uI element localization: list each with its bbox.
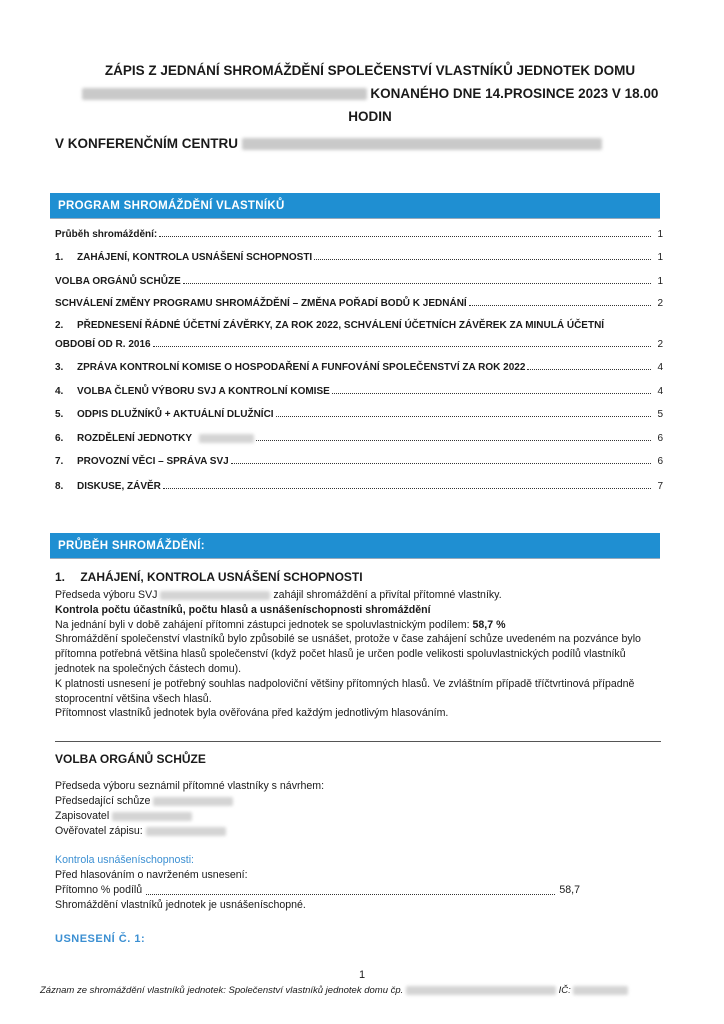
divider bbox=[55, 741, 661, 742]
redacted-name bbox=[160, 591, 270, 600]
section1-title: 1. ZAHÁJENÍ, KONTROLA USNÁŠENÍ SCHOPNOSTI bbox=[55, 570, 363, 584]
toc-item[interactable]: 6. ROZDĚLENÍ JEDNOTKY 6 bbox=[55, 433, 663, 444]
prubeh-header: PRŮBĚH SHROMÁŽDĚNÍ: bbox=[50, 533, 660, 558]
redacted-address bbox=[82, 88, 367, 100]
toc-item[interactable]: 4. VOLBA ČLENŮ VÝBORU SVJ A KONTROLNÍ KOMISE 4 bbox=[55, 386, 663, 397]
volba-title: VOLBA ORGÁNŮ SCHŮZE bbox=[55, 752, 206, 766]
toc-item[interactable]: 1. ZAHÁJENÍ, KONTROLA USNÁŠENÍ SCHOPNOSTI 1 bbox=[55, 252, 663, 263]
divider bbox=[50, 218, 660, 219]
document-title-line4: V KONFERENČNÍM CENTRU bbox=[55, 133, 655, 155]
toc-item[interactable]: VOLBA ORGÁNŮ SCHŮZE 1 bbox=[55, 276, 663, 287]
toc-item[interactable]: 7. PROVOZNÍ VĚCI – SPRÁVA SVJ 6 bbox=[55, 456, 663, 467]
document-title-line2: KONANÉHO DNE 14.PROSINCE 2023 V 18.00 bbox=[80, 83, 660, 105]
footer: Záznam ze shromáždění vlastníků jednotek: Společenství vlastníků jednotek domu čp. IČ: bbox=[40, 985, 680, 996]
section1-body: Předseda výboru SVJ zahájil shromáždění a přivítal přítomné vlastníky. Kontrola počtu účastníků, počtu hlasů a usnášeníschopnosti shromáždění Na jednání byli v době zahájení přítomni zástupci jednotek se spoluvlastnickým podílem: 58,7 % Shromáždění společenství vlastníků bylo způsobilé se usnášet, protože v čase zahájení schůze uvedeném na pozvánce bylo přítomna potřebná většina hlasů společenství (když počet hlasů je určen podle velikosti spoluvlastnických podílů vlastníků jednotek na společných částech domu). K platnosti usnesení je potřebný souhlas nadpoloviční většiny přítomných hlasů. Ve zvláštním případě tříčtvrtinová případně stoprocentní většina všech hlasů. Přítomnost vlastníků jednotek byla ověřována před každým jednotlivým hlasováním. bbox=[55, 589, 641, 720]
volba-body: Předseda výboru seznámil přítomné vlastníky s návrhem: Předsedající schůze Zapisovatel Ověřovatel zápisu: bbox=[55, 780, 325, 837]
redacted-unit bbox=[199, 434, 254, 443]
usneseni-c1: USNESENÍ Č. 1: bbox=[55, 933, 146, 945]
kontrola-block: Kontrola usnášeníschopnosti: Před hlasováním o navrženém usnesení: Přítomno % podílů 58,7 Shromáždění vlastníků jednotek je usnášeníschopné. bbox=[55, 854, 580, 911]
divider bbox=[50, 558, 660, 559]
toc-item[interactable]: SCHVÁLENÍ ZMĚNY PROGRAMU SHROMÁŽDĚNÍ – ZMĚNA POŘADÍ BODŮ K JEDNÁNÍ 2 bbox=[55, 298, 663, 309]
toc-item[interactable]: 5. ODPIS DLUŽNÍKŮ + AKTUÁLNÍ DLUŽNÍCI 5 bbox=[55, 409, 663, 420]
document-title-line3: HODIN bbox=[348, 109, 392, 124]
program-header: PROGRAM SHROMÁŽDĚNÍ VLASTNÍKŮ bbox=[50, 193, 660, 218]
redacted-name bbox=[112, 812, 192, 821]
page-number: 1 bbox=[358, 969, 366, 981]
toc-item[interactable]: Průběh shromáždění: 1 bbox=[55, 229, 663, 240]
toc-item[interactable]: 3. ZPRÁVA KONTROLNÍ KOMISE O HOSPODAŘENÍ A FUNFOVÁNÍ SPOLEČENSTVÍ ZA ROK 2022 4 bbox=[55, 362, 663, 373]
toc-item-continuation[interactable]: OBDOBÍ OD R. 2016 2 bbox=[55, 339, 663, 350]
redacted-address bbox=[406, 986, 556, 995]
redacted-id bbox=[573, 986, 628, 995]
redacted-venue bbox=[242, 138, 602, 150]
toc-item[interactable]: 2. PŘEDNESENÍ ŘÁDNÉ ÚČETNÍ ZÁVĚRKY, ZA ROK 2022, SCHVÁLENÍ ÚČETNÍCH ZÁVĚREK ZA MINULÁ ÚČETNÍ bbox=[55, 320, 605, 331]
redacted-name bbox=[153, 797, 233, 806]
redacted-name bbox=[146, 827, 226, 836]
toc-item[interactable]: 8. DISKUSE, ZÁVĚR 7 bbox=[55, 481, 663, 492]
document-title-line1: ZÁPIS Z JEDNÁNÍ SHROMÁŽDĚNÍ SPOLEČENSTVÍ VLASTNÍKŮ JEDNOTEK DOMU bbox=[104, 63, 636, 78]
